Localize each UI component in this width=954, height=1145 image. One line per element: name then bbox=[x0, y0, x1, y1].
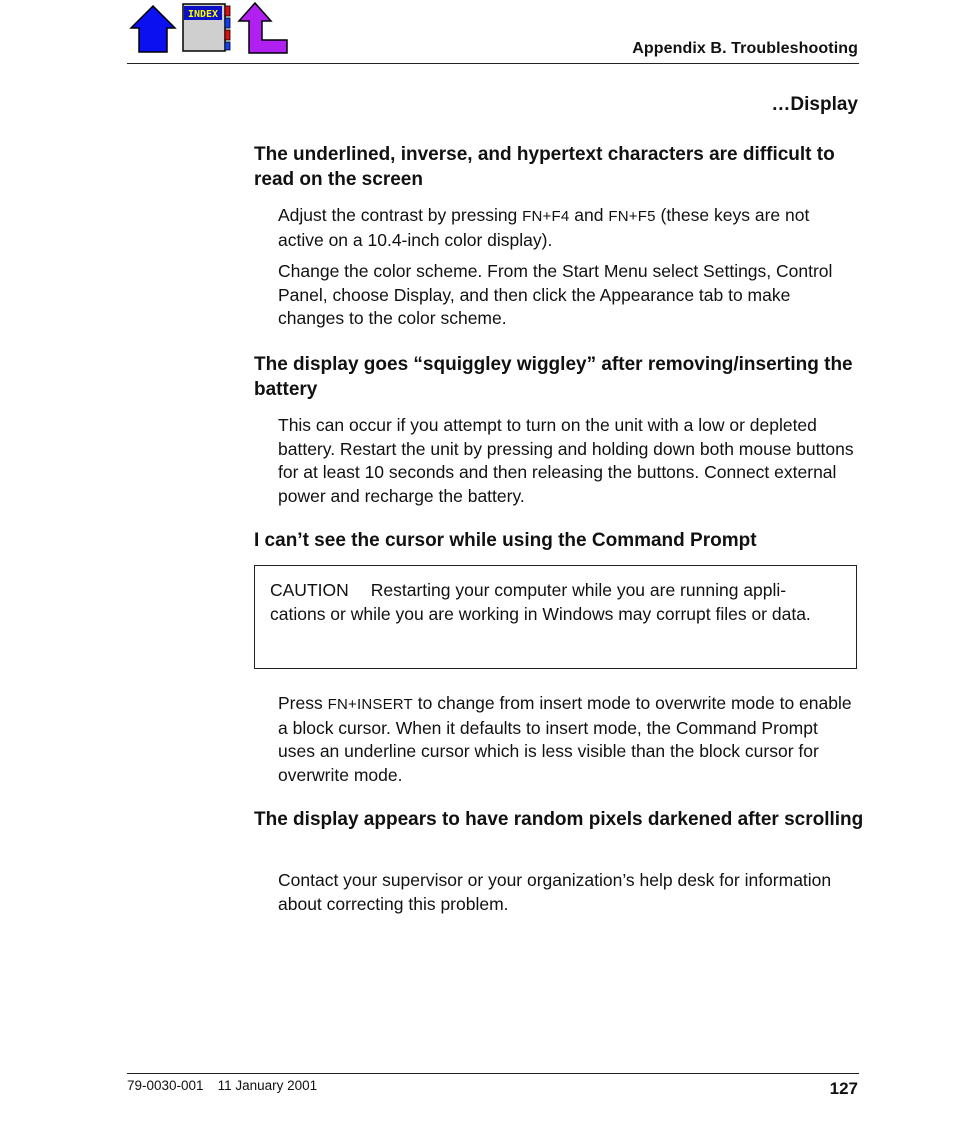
up-arrow-icon[interactable] bbox=[237, 2, 289, 54]
index-icon[interactable] bbox=[181, 2, 233, 54]
footer-doc-info bbox=[127, 1078, 317, 1093]
caution-box bbox=[254, 565, 857, 669]
footer-rule bbox=[127, 1073, 859, 1074]
body-paragraph: This can occur if you attempt to turn on the unit with a low or depleted battery. Restart the unit by pressing and holding down both mouse buttons for at least 10 seconds and then releasing the buttons. Connect external power and recharge the battery. bbox=[278, 415, 854, 506]
body-paragraph: Press FN+INSERT to change from insert mode to overwrite mode to enable a block cursor. When it defaults to insert mode, the Command Prompt uses an underline cursor which is less visible than the block cursor for overwrite mode. bbox=[278, 693, 852, 785]
caution-text: CAUTION Restarting your computer while you are running appli-cations or while you are working in Windows may corrupt files or data. bbox=[270, 580, 811, 624]
topic-heading: The display goes “squiggley wiggley” after removing/inserting the battery bbox=[254, 354, 853, 400]
body-paragraph: Adjust the contrast by pressing FN+F4 and FN+F5 (these keys are not active on a 10.4-inch color display). bbox=[278, 205, 810, 250]
topic-heading: I can’t see the cursor while using the Command Prompt bbox=[254, 530, 757, 551]
topic-heading: The display appears to have random pixels darkened after scrolling bbox=[254, 809, 864, 830]
doc-number: 79-0030-001 bbox=[127, 1078, 204, 1093]
chapter-title: Appendix B. Troubleshooting bbox=[632, 40, 858, 57]
key-combo: FN+F4 bbox=[522, 208, 570, 225]
topic-heading: The underlined, inverse, and hypertext characters are difficult to read on the screen bbox=[254, 144, 835, 190]
body-paragraph: Change the color scheme. From the Start Menu select Settings, Control Panel, choose Display, and then click the Appearance tab to make changes to the color scheme. bbox=[278, 261, 833, 328]
index-label: INDEX bbox=[187, 9, 219, 20]
doc-date: 11 January 2001 bbox=[217, 1078, 318, 1093]
header-rule bbox=[127, 63, 859, 64]
key-combo: FN+F5 bbox=[608, 208, 656, 225]
key-combo: FN+INSERT bbox=[327, 696, 413, 713]
page-number: 127 bbox=[829, 1079, 858, 1098]
body-paragraph: Contact your supervisor or your organization’s help desk for information about correcting this problem. bbox=[278, 870, 832, 914]
home-icon[interactable] bbox=[129, 4, 177, 54]
caution-label: CAUTION bbox=[270, 580, 349, 600]
section-label: …Display bbox=[771, 94, 858, 115]
